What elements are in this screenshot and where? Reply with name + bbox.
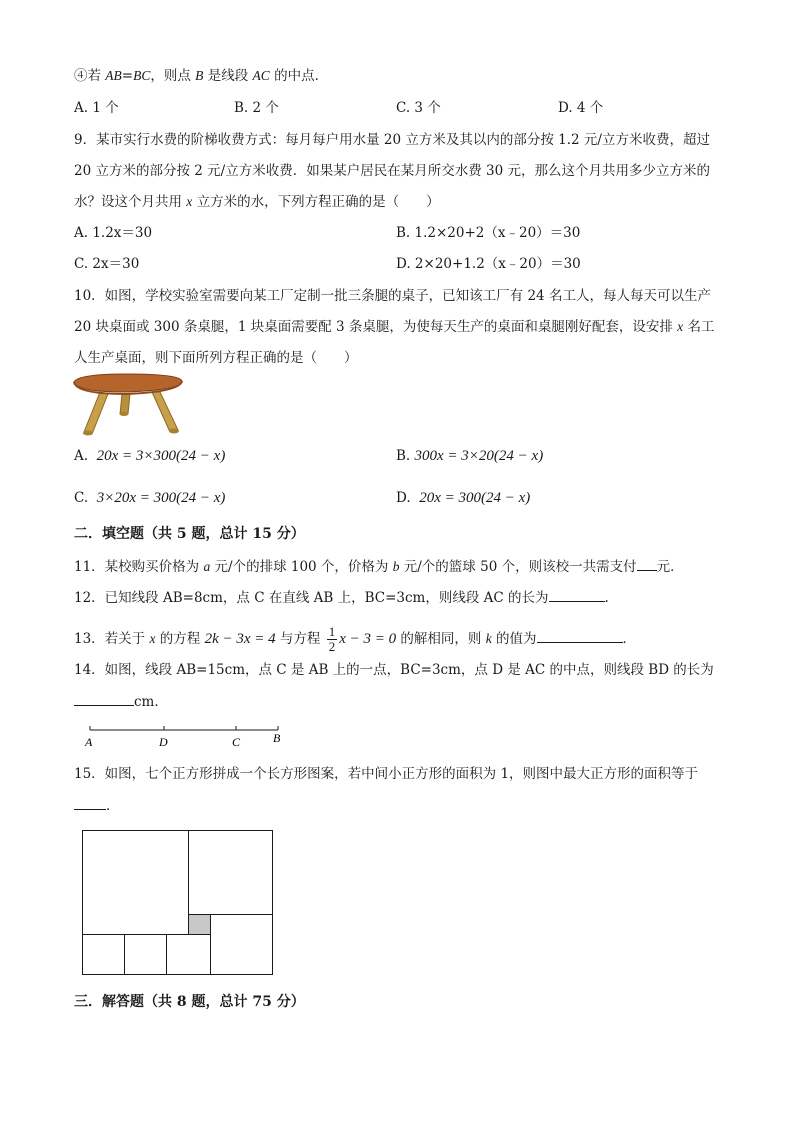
square-bottom-2 bbox=[125, 935, 167, 975]
q10-option-d[interactable]: D. 20x = 300(24 − x) bbox=[396, 490, 531, 506]
q9-line3: 水？设这个月共用 x 立方米的水，下列方程正确的是（ ） bbox=[74, 194, 440, 210]
q12-answer-blank[interactable] bbox=[549, 587, 605, 602]
q8-option-c[interactable]: C. 3 个 bbox=[396, 100, 441, 116]
q9-option-a[interactable]: A. 1.2x＝30 bbox=[74, 225, 153, 241]
q15-answer-blank[interactable] bbox=[74, 795, 106, 810]
segment-figure bbox=[80, 722, 290, 752]
q14-answer-blank[interactable] bbox=[74, 691, 134, 706]
section3-title: 三．解答题（共 8 题，总计 75 分） bbox=[74, 994, 305, 1010]
square-top-right bbox=[189, 831, 273, 915]
q14-line2: cm． bbox=[74, 691, 168, 712]
section2-title: 二．填空题（共 5 题，总计 15 分） bbox=[74, 526, 305, 542]
q14-line1: 14．如图，线段 AB=15cm，点 C 是 AB 上的一点，BC=3cm，点 D 是 AC 的中点，则线段 BD 的长为 bbox=[74, 662, 714, 678]
q9-line1: 9．某市实行水费的阶梯收费方式：每月每户用水量 20 立方米及其以内的部分按 1.2 元/立方米收费，超过 bbox=[74, 132, 710, 148]
q11: 11．某校购买价格为 a 元/个的排球 100 个，价格为 b 元/个的篮球 50 个，则该校一共需支付 元． bbox=[74, 556, 684, 577]
q10-line3: 人生产桌面，则下面所列方程正确的是（ ） bbox=[74, 350, 358, 366]
q8-option-a[interactable]: A. 1 个 bbox=[74, 100, 119, 116]
square-largest bbox=[83, 831, 189, 935]
q10-option-c[interactable]: C. 3×20x = 300(24 − x) bbox=[74, 490, 226, 506]
q12: 12．已知线段 AB=8cm，点 C 在直线 AB 上，BC=3cm，则线段 AC 的长为 . bbox=[74, 587, 609, 608]
square-bottom-3 bbox=[167, 935, 211, 975]
table-leg bbox=[152, 392, 178, 432]
fraction-one-half: $\frac{1}{2}$ bbox=[328, 624, 336, 654]
q10-option-a[interactable]: A. 20x = 3×300(24 − x) bbox=[74, 448, 226, 464]
q8-option-d[interactable]: D. 4 个 bbox=[558, 100, 604, 116]
table-leg bbox=[84, 392, 108, 434]
point-label-c: C bbox=[232, 735, 241, 749]
square-bottom-1 bbox=[83, 935, 125, 975]
q15-line2: ． bbox=[74, 795, 120, 816]
q10-line2: 20 块桌面或 300 条桌腿，1 块桌面需要配 3 条桌腿，为使每天生产的桌面和桌腿刚好配套，设安排 x 名工 bbox=[74, 319, 715, 335]
seven-squares-figure bbox=[80, 828, 276, 978]
q9-option-b[interactable]: B. 1.2×20+2（x﹣20）＝30 bbox=[396, 225, 581, 241]
q13: 13．若关于 x 的方程 2k − 3x = 4 与方程 $\frac{1}{2}$ x − 3 = 0 的解相同，则 k 的值为 ． bbox=[74, 624, 637, 654]
q9-option-c[interactable]: C. 2x＝30 bbox=[74, 256, 140, 272]
square-right-middle bbox=[211, 915, 273, 975]
q8-item4: ④若 AB=BC，则点 B 是线段 AC 的中点． bbox=[74, 68, 329, 84]
q13-answer-blank[interactable] bbox=[537, 628, 623, 643]
q9-option-d[interactable]: D. 2×20+1.2（x﹣20）＝30 bbox=[396, 256, 581, 272]
q10-option-b[interactable]: B. 300x = 3×20(24 − x) bbox=[396, 448, 544, 464]
table-leg bbox=[120, 394, 130, 414]
point-label-a: A bbox=[85, 735, 93, 749]
q8-option-b[interactable]: B. 2 个 bbox=[234, 100, 279, 116]
q11-answer-blank[interactable] bbox=[637, 556, 657, 571]
q9-line2: 20 立方米的部分按 2 元/立方米收费．如果某户居民在某月所交水费 30 元，那么这个月共用多少立方米的 bbox=[74, 163, 710, 179]
square-small-center bbox=[189, 915, 211, 935]
point-label-b: B bbox=[273, 731, 281, 745]
three-legged-table-image bbox=[70, 370, 186, 438]
point-label-d: D bbox=[159, 735, 168, 749]
q15-line1: 15．如图，七个正方形拼成一个长方形图案，若中间小正方形的面积为 1，则图中最大正方形的面积等于 bbox=[74, 766, 699, 782]
q10-line1: 10．如图，学校实验室需要向某工厂定制一批三条腿的桌子，已知该工厂有 24 名工人，每人每天可以生产 bbox=[74, 288, 711, 304]
